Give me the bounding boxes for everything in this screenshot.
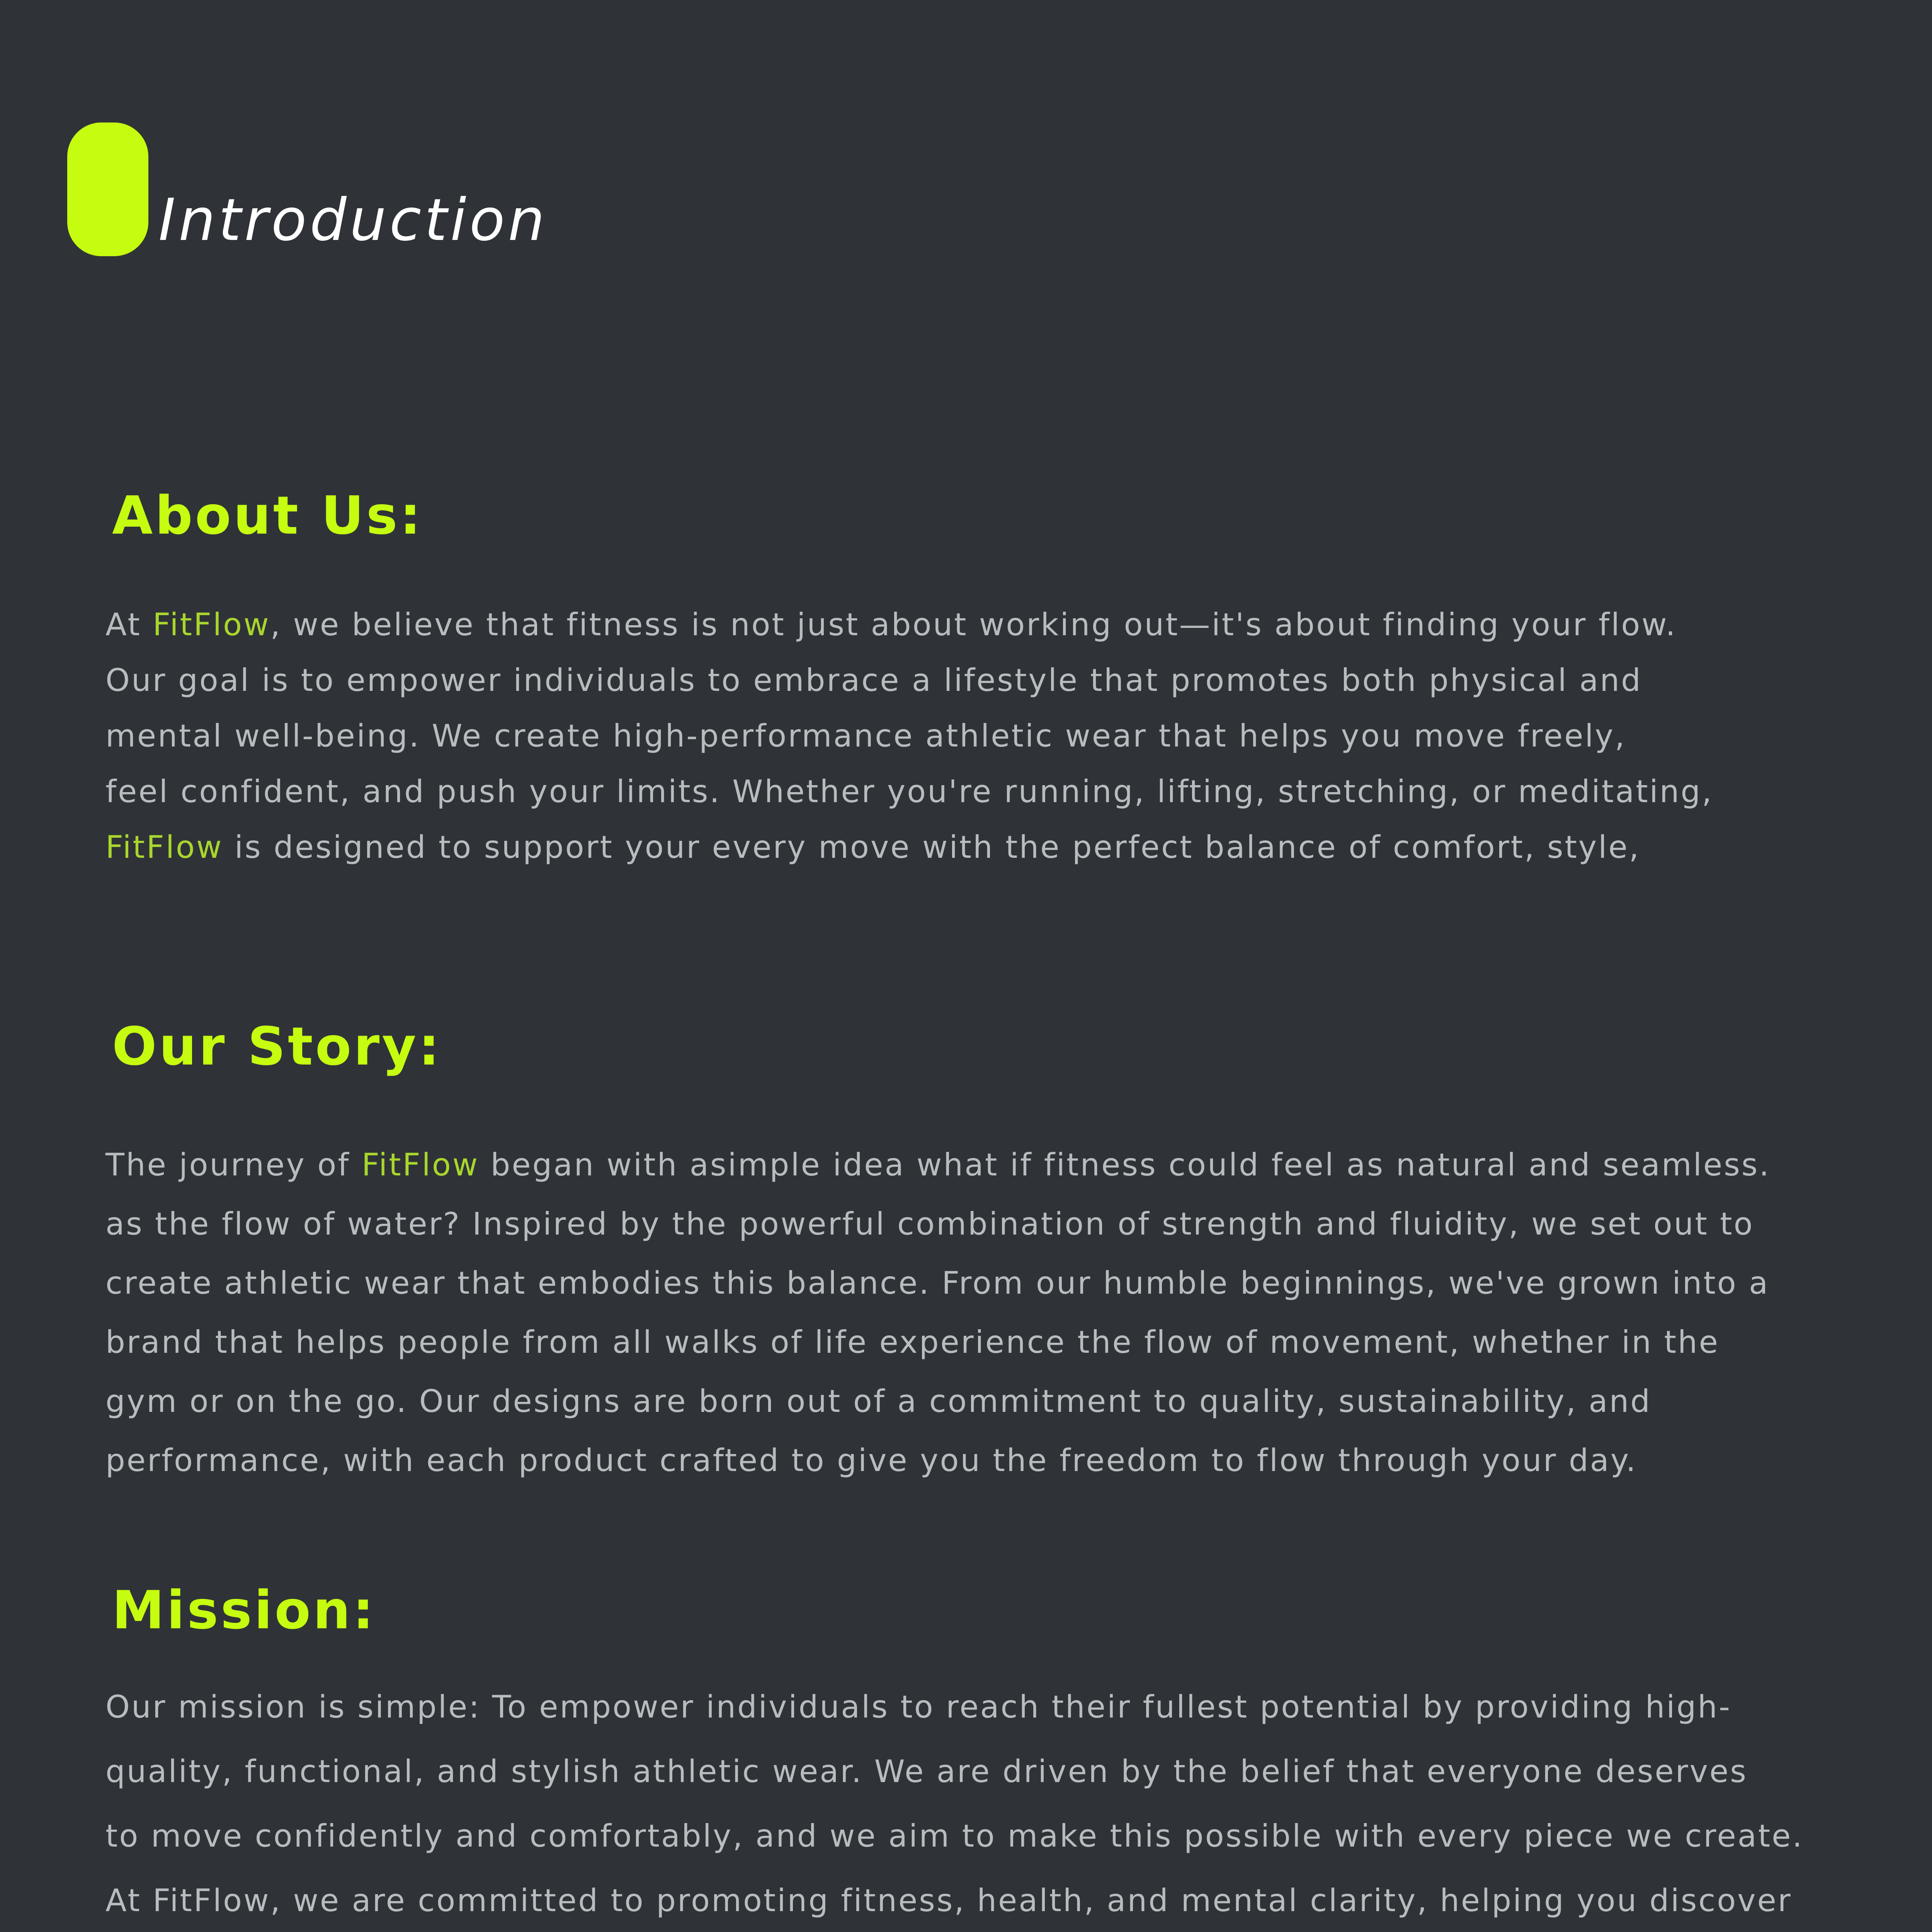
story-line-6: performance, with each product crafted to give you the freedom to flow through your day.: [105, 1442, 1638, 1478]
story-line-4: brand that helps people from all walks of life experience the flow of movement, whether in the: [105, 1324, 1719, 1360]
mission-paragraph: [105, 1675, 1932, 1932]
about-line-1: [105, 597, 1932, 653]
story-line-1-start: The journey of: [105, 1147, 362, 1183]
mission-line-2: quality, functional, and stylish athletic wear. We are driven by the belief that everyone deserves: [105, 1753, 1748, 1789]
story-line-1: [105, 1135, 1932, 1194]
brand-name: FitFlow: [105, 829, 223, 865]
about-line-5-end: is designed to support your every move with the perfect balance of comfort, style,: [223, 829, 1641, 865]
story-line-1-end: began with asimple idea what if fitness could feel as natural and seamless.: [479, 1147, 1771, 1183]
about-line-1-end: , we believe that fitness is not just about working out—it's about finding your flow.: [270, 607, 1677, 643]
about-line-2: Our goal is to empower individuals to embrace a lifestyle that promotes both physical and: [105, 662, 1642, 698]
about-line-1-start: At: [105, 607, 153, 643]
our-story-paragraph: [105, 1135, 1932, 1490]
our-story-heading: Our Story:: [112, 1016, 442, 1077]
about-us-heading: About Us:: [112, 485, 423, 546]
page-title: Introduction: [158, 187, 548, 254]
about-line-5: [105, 820, 1932, 875]
about-us-paragraph: [105, 597, 1932, 875]
brand-name: FitFlow: [361, 1147, 480, 1183]
about-line-3: mental well-being. We create high-performance athletic wear that helps you move freely,: [105, 718, 1626, 754]
intro-accent-pill: [67, 122, 148, 256]
mission-line-1: Our mission is simple: To empower individuals to reach their fullest potential by providing high-: [105, 1689, 1731, 1725]
mission-line-4: At FitFlow, we are committed to promoting fitness, health, and mental clarity, helping you discover: [105, 1883, 1792, 1918]
story-line-5: gym or on the go. Our designs are born out of a commitment to quality, sustainability, and: [105, 1383, 1652, 1419]
about-line-4: feel confident, and push your limits. Whether you're running, lifting, stretching, or meditating,: [105, 774, 1713, 810]
brand-name: FitFlow: [153, 607, 270, 643]
mission-heading: Mission:: [112, 1580, 376, 1641]
mission-line-3: to move confidently and comfortably, and we aim to make this possible with every piece we create.: [105, 1818, 1804, 1854]
story-line-2: as the flow of water? Inspired by the powerful combination of strength and fluidity, we set out to: [105, 1206, 1754, 1242]
story-line-3: create athletic wear that embodies this balance. From our humble beginnings, we've grown into a: [105, 1265, 1770, 1301]
